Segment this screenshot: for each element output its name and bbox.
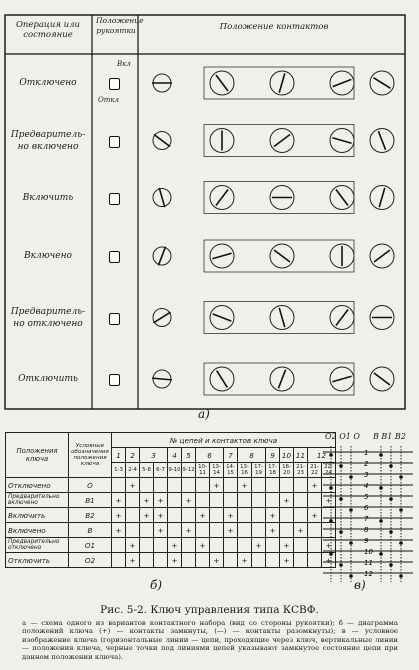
row-label-1: Отключено	[19, 78, 77, 88]
contact-bridge	[216, 75, 228, 91]
row-label-5: Предваритель- но отключено	[10, 306, 86, 329]
contact-state-cell	[182, 538, 196, 553]
figure-caption-body: а — схема одного из вариантов контактного набора (вид со стороны рукоятки); б — диаграмма положений ключа (+) — контакты замкнуты, (—) — контакты разомкнуты); в — условное изображение ключа (горизонтальные линии — цепи, проходящие через ключ, вертикальные линии — положения ключа, черные точки под линиями цепей указывают замкнутое состояние цепи при данном положении ключа).	[22, 619, 398, 661]
contact-state-cell	[224, 553, 238, 568]
contact-state-cell: +	[154, 523, 168, 538]
closed-contact-dot	[389, 464, 393, 468]
contact-diagram-row-1	[152, 67, 394, 99]
contact-state-cell	[210, 523, 224, 538]
circuit-label: 12	[364, 570, 373, 578]
contact-state-cell	[224, 478, 238, 493]
circuit-number: 2	[126, 448, 140, 463]
closed-contact-dot	[329, 453, 333, 457]
th-symbols: Условные обозначения положения ключа	[69, 433, 112, 478]
table-row	[6, 493, 336, 508]
contact-state-cell	[238, 493, 252, 508]
contact-bridge	[212, 253, 231, 259]
contact-state-cell	[266, 538, 280, 553]
table-row	[6, 478, 336, 493]
contact-bridge	[336, 310, 348, 326]
contact-bridge	[274, 134, 290, 146]
contact-state-cell: +	[168, 553, 182, 568]
contact-state-cell: +	[126, 478, 140, 493]
contact-state-cell	[210, 508, 224, 523]
contact-state-cell	[168, 478, 182, 493]
contact-pair: 2-4	[126, 463, 140, 478]
contact-state-cell	[196, 493, 210, 508]
contact-state-cell	[182, 508, 196, 523]
contact-bridge	[279, 308, 285, 327]
contact-state-cell: +	[154, 508, 168, 523]
contact-state-cell: +	[112, 523, 126, 538]
contact-state-cell	[182, 553, 196, 568]
contact-state-cell: +	[322, 493, 336, 508]
contact-pair: 5-8	[140, 463, 154, 478]
contact-state-cell	[308, 493, 322, 508]
contact-state-cell: +	[280, 493, 294, 508]
row-key-position: Предварительно включено	[6, 493, 69, 508]
row-key-position: Включено	[6, 523, 69, 538]
contact-bridge	[332, 376, 351, 382]
diagram-c-lines	[323, 432, 415, 588]
contact-state-cell	[252, 523, 266, 538]
contact-state-cell: +	[196, 538, 210, 553]
row-key-position: Отключить	[6, 553, 69, 568]
figure-caption-title: Рис. 5-2. Ключ управления типа КСВФ.	[100, 604, 319, 616]
contact-pair: 22-24	[322, 463, 336, 478]
contact-state-cell	[210, 538, 224, 553]
contact-state-cell	[308, 553, 322, 568]
closed-contact-dot	[379, 552, 383, 556]
contact-state-cell	[182, 478, 196, 493]
table-row	[6, 538, 336, 553]
contact-diagram-row-3	[153, 182, 394, 214]
contact-state-cell	[266, 553, 280, 568]
contact-state-cell: +	[266, 523, 280, 538]
row-key-position: Включить	[6, 508, 69, 523]
row-label-3: Включить	[22, 192, 74, 203]
header-handle: Положение рукоятки	[96, 16, 144, 35]
contact-state-cell	[140, 523, 154, 538]
diagram-c-header-left: О2 О1 О	[325, 432, 360, 441]
contact-state-cell: +	[294, 523, 308, 538]
contact-bridge	[279, 73, 285, 92]
contact-state-cell	[168, 523, 182, 538]
contact-state-cell	[280, 508, 294, 523]
th-key-position: Положения ключа	[6, 433, 69, 478]
contact-state-cell	[154, 538, 168, 553]
closed-contact-dot	[339, 497, 343, 501]
contact-state-cell	[112, 553, 126, 568]
table-row	[6, 508, 336, 523]
closed-contact-dot	[399, 574, 403, 578]
circuit-label: 6	[364, 504, 369, 512]
contact-bridge	[154, 134, 170, 146]
contact-state-cell: +	[140, 493, 154, 508]
contact-state-cell	[224, 493, 238, 508]
handle-position-icon	[109, 313, 120, 325]
key-symbol-diagram	[323, 432, 415, 588]
figure-label-c: в)	[354, 578, 366, 592]
circuit-number: 7	[224, 448, 238, 463]
contact-state-cell	[266, 478, 280, 493]
contact-state-cell	[252, 553, 266, 568]
closed-contact-dot	[339, 563, 343, 567]
contact-state-cell: +	[182, 493, 196, 508]
contact-state-cell: +	[112, 508, 126, 523]
contact-bridge	[378, 131, 385, 150]
row-symbol: В2	[69, 508, 112, 523]
contact-bridge	[152, 378, 172, 380]
contact-state-cell	[210, 493, 224, 508]
contact-state-cell	[252, 478, 266, 493]
contact-state-cell: +	[126, 553, 140, 568]
contact-state-cell: +	[308, 508, 322, 523]
closed-contact-dot	[399, 475, 403, 479]
circuit-label: 7	[364, 515, 369, 523]
key-positions-table	[5, 432, 336, 568]
row-symbol: О	[69, 478, 112, 493]
contact-positions-figure	[4, 14, 406, 417]
contact-state-cell: +	[140, 508, 154, 523]
circuit-number: 8	[238, 448, 266, 463]
closed-contact-dot	[399, 541, 403, 545]
handle-position-icon	[109, 374, 120, 386]
row-key-position: Предварительно отключено	[6, 538, 69, 553]
contact-bridge	[374, 373, 390, 385]
handle-position-icon	[109, 78, 120, 90]
contact-state-cell	[238, 538, 252, 553]
contact-bridge	[159, 188, 165, 207]
contact-bridge	[336, 190, 348, 206]
contact-state-cell: +	[280, 553, 294, 568]
circuit-label: 3	[364, 471, 369, 479]
closed-contact-dot	[379, 486, 383, 490]
row-symbol: О2	[69, 553, 112, 568]
header-contacts: Положение контактов	[219, 22, 329, 32]
circuit-number: 10	[280, 448, 294, 463]
contact-pair: 21-23	[294, 463, 308, 478]
contact-positions-grid	[4, 14, 406, 417]
contact-state-cell	[294, 508, 308, 523]
contact-state-cell	[308, 523, 322, 538]
contact-pair: 9-10	[168, 463, 182, 478]
handle-position-icon	[109, 251, 120, 263]
contact-state-cell: +	[182, 523, 196, 538]
row-label-6: Отключить	[18, 374, 78, 384]
contact-pair: 14-15	[224, 463, 238, 478]
closed-contact-dot	[329, 552, 333, 556]
circuit-number: 4	[168, 448, 182, 463]
contact-state-cell	[308, 538, 322, 553]
circuit-number: 11	[294, 448, 308, 463]
row-symbol: О1	[69, 538, 112, 553]
header-operation: Операция или состояние	[15, 20, 81, 40]
circuit-number: 3	[140, 448, 168, 463]
contact-state-cell: +	[238, 553, 252, 568]
contact-pair: 9-12	[182, 463, 196, 478]
grid-frame	[5, 15, 405, 409]
contact-state-cell	[266, 493, 280, 508]
contact-pair: 13-14	[210, 463, 224, 478]
contact-state-cell	[112, 478, 126, 493]
contact-bridge	[333, 79, 352, 86]
contact-bridge	[374, 78, 391, 89]
contact-state-cell	[154, 478, 168, 493]
row-label-2: Предваритель- но включено	[10, 129, 86, 152]
contact-state-cell: +	[224, 508, 238, 523]
handle-position-icon	[109, 193, 120, 205]
closed-contact-dot	[339, 464, 343, 468]
contact-state-cell	[168, 508, 182, 523]
contact-bridge	[158, 247, 165, 266]
contact-state-cell: +	[252, 538, 266, 553]
contact-pair: 6-7	[154, 463, 168, 478]
table-row	[6, 553, 336, 568]
circuit-label: 4	[364, 482, 369, 490]
circuit-number: 5	[182, 448, 196, 463]
contact-state-cell	[196, 478, 210, 493]
contact-bridge	[274, 250, 290, 262]
circuit-number: 6	[196, 448, 224, 463]
row-symbol: В1	[69, 493, 112, 508]
contact-bridge	[217, 371, 228, 388]
contact-state-cell: +	[280, 538, 294, 553]
contact-state-cell	[280, 523, 294, 538]
circuit-label: 11	[364, 559, 373, 567]
closed-contact-dot	[389, 497, 393, 501]
closed-contact-dot	[349, 574, 353, 578]
contact-diagram-row-2	[153, 125, 394, 157]
circuit-number: 9	[266, 448, 280, 463]
contact-state-cell	[294, 478, 308, 493]
contact-bridge	[374, 250, 390, 262]
diagram-c-header-right: В В1 В2	[373, 432, 406, 441]
circuit-label: 1	[364, 449, 369, 457]
contact-state-cell: +	[112, 493, 126, 508]
contact-state-cell: +	[210, 478, 224, 493]
handle-label-vkl: Вкл	[117, 60, 131, 68]
contact-state-cell	[238, 523, 252, 538]
contact-state-cell	[154, 553, 168, 568]
contact-state-cell	[294, 538, 308, 553]
row-key-position: Отключено	[6, 478, 69, 493]
circuit-label: 8	[364, 526, 369, 534]
circuit-number: 1	[112, 448, 126, 463]
contact-bridge	[213, 314, 232, 321]
contact-state-cell	[126, 508, 140, 523]
closed-contact-dot	[349, 541, 353, 545]
contact-bridge	[332, 138, 351, 144]
contact-pair: 17-19	[252, 463, 266, 478]
contact-state-cell	[238, 508, 252, 523]
contact-pair: 10-11	[196, 463, 210, 478]
contact-state-cell: +	[196, 508, 210, 523]
closed-contact-dot	[389, 563, 393, 567]
contact-bridge	[216, 190, 228, 206]
contact-state-cell	[294, 493, 308, 508]
contact-bridge	[278, 370, 285, 389]
handle-label-otkl: Откл	[98, 96, 120, 104]
contact-bridge	[379, 188, 385, 207]
contact-state-cell	[140, 538, 154, 553]
closed-contact-dot	[399, 508, 403, 512]
contact-state-cell	[140, 478, 154, 493]
contact-state-cell	[112, 538, 126, 553]
circuit-label: 9	[364, 537, 369, 545]
contact-bridge	[154, 312, 171, 323]
contact-state-cell: +	[322, 538, 336, 553]
contact-state-cell: +	[322, 553, 336, 568]
contact-state-cell	[196, 553, 210, 568]
contact-pair: 21-22	[308, 463, 322, 478]
contact-state-cell: +	[168, 538, 182, 553]
contact-pair: 1-3	[112, 463, 126, 478]
contact-diagram-row-4	[153, 240, 394, 272]
closed-contact-dot	[379, 519, 383, 523]
circuit-label: 10	[364, 548, 373, 556]
contact-pair: 13-16	[238, 463, 252, 478]
closed-contact-dot	[329, 486, 333, 490]
contact-state-cell: +	[154, 493, 168, 508]
handle-position-icon	[109, 136, 120, 148]
circuit-label: 2	[364, 460, 369, 468]
contact-state-cell	[126, 523, 140, 538]
circuit-label: 5	[364, 493, 369, 501]
contact-state-cell	[168, 493, 182, 508]
closed-contact-dot	[349, 475, 353, 479]
contact-state-cell	[224, 538, 238, 553]
contact-state-cell	[280, 478, 294, 493]
figure-label-b: б)	[150, 578, 163, 592]
contact-diagram-row-6	[152, 363, 394, 395]
contact-state-cell: +	[224, 523, 238, 538]
closed-contact-dot	[349, 508, 353, 512]
closed-contact-dot	[329, 519, 333, 523]
figure-label-a: а)	[198, 407, 210, 421]
contact-state-cell: +	[210, 553, 224, 568]
contact-state-cell	[252, 508, 266, 523]
contact-state-cell	[252, 493, 266, 508]
contact-state-cell	[196, 523, 210, 538]
contact-state-cell: +	[308, 478, 322, 493]
contact-state-cell	[140, 553, 154, 568]
closed-contact-dot	[379, 453, 383, 457]
contact-pair: 17-18	[266, 463, 280, 478]
th-circuits: № цепей и контактов ключа	[112, 433, 336, 448]
row-label-4: Включено	[24, 251, 72, 261]
contact-state-cell	[126, 493, 140, 508]
contact-pair: 18-20	[280, 463, 294, 478]
contact-state-cell: +	[126, 538, 140, 553]
closed-contact-dot	[339, 530, 343, 534]
table-row	[6, 523, 336, 538]
row-symbol: В	[69, 523, 112, 538]
contact-diagram-row-5	[153, 302, 394, 334]
contact-state-cell: +	[238, 478, 252, 493]
contact-state-cell: +	[266, 508, 280, 523]
circuit-number: 12	[308, 448, 336, 463]
closed-contact-dot	[389, 530, 393, 534]
contact-state-cell	[294, 553, 308, 568]
